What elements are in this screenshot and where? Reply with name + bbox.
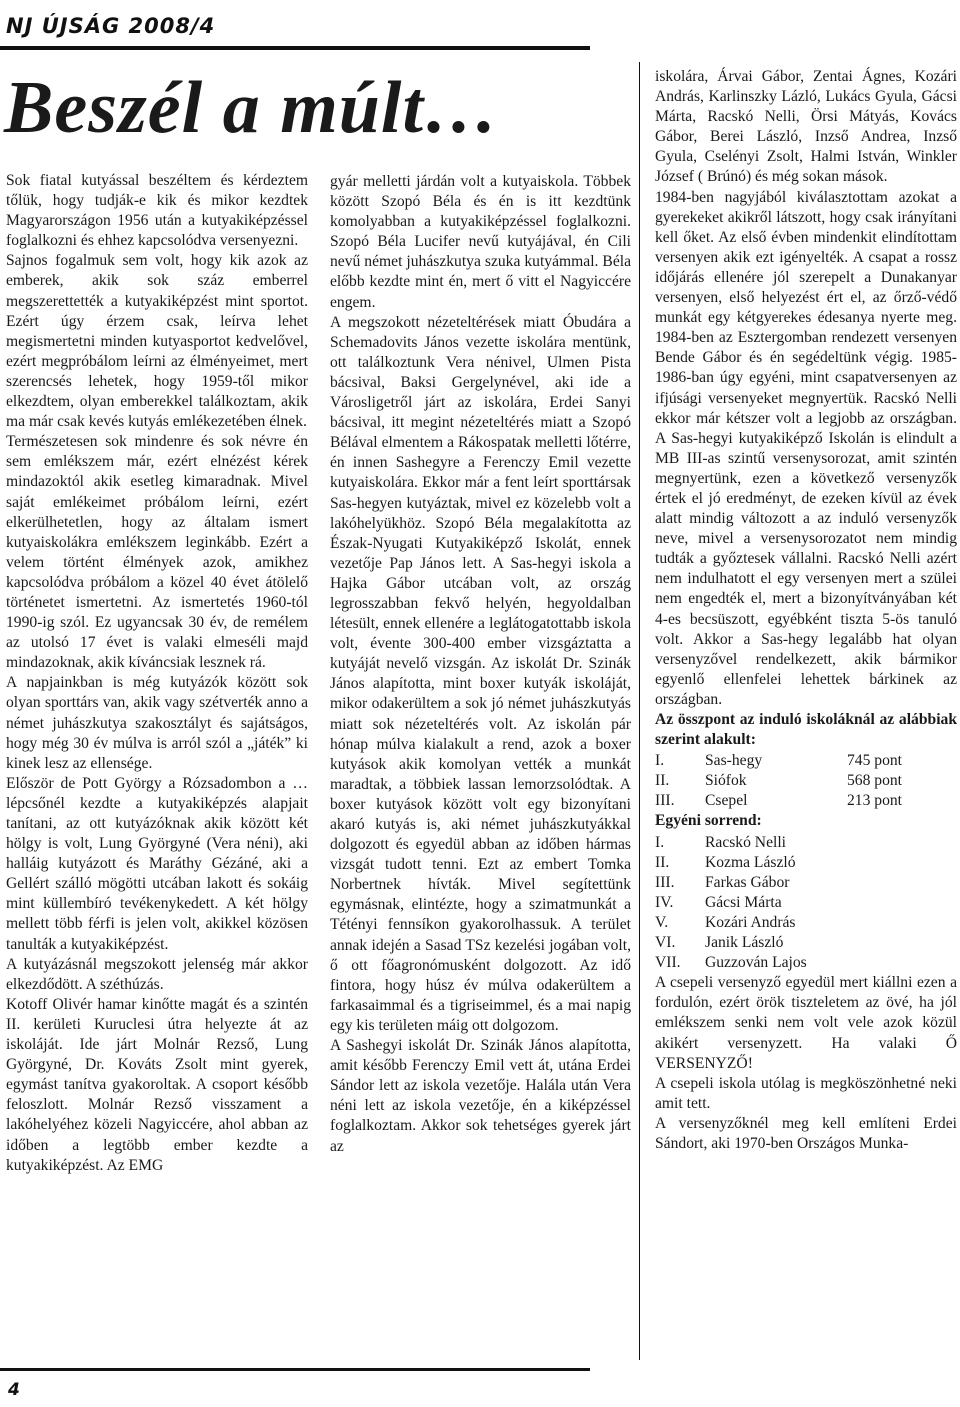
team-points: 745 pont bbox=[847, 752, 903, 770]
paragraph: Sajnos fogalmuk sem volt, hogy kik azok az emberek, akik sok száz emberrel megszerettették a kutyakiképzést mint sportot. Ezért úgy érzem csak, leírva lehet megismertetni minden kutyasportot kedvelővel, ezért megpróbálom leírni az élményeimet, mert szerencsés lehetek, hogy 1959-től mikor elkezdtem, olyan emberekkel találkoztam, akik ma már csak kevés kutyás emlékezetében élnek. bbox=[6, 252, 308, 431]
individual-rank: IV. bbox=[655, 893, 674, 911]
individual-results-list bbox=[655, 833, 957, 974]
individual-result-row bbox=[655, 853, 957, 873]
individual-result-row bbox=[655, 953, 957, 973]
team-rank: I. bbox=[655, 752, 665, 770]
team-results-table bbox=[655, 751, 957, 811]
individual-name: Gácsi Márta bbox=[705, 893, 782, 911]
individual-name: Janik László bbox=[705, 934, 784, 952]
individual-name: Racskó Nelli bbox=[705, 833, 786, 851]
individual-result-row bbox=[655, 913, 957, 933]
newspaper-header: NJ ÚJSÁG 2008/4 bbox=[6, 14, 216, 38]
individual-rank: V. bbox=[655, 913, 669, 931]
individual-name: Farkas Gábor bbox=[705, 873, 790, 891]
team-result-row bbox=[655, 771, 957, 791]
individual-rank: VI. bbox=[655, 934, 676, 952]
column-1 bbox=[6, 171, 308, 1176]
paragraph: A napjainkban is még kutyázók között sok olyan sporttárs van, akik vagy szétverték anno a német juhászkutya szakosztályt és sajátságos, hogy még 30 év múlva is arról szól a „játék” ki kinek lesz az ellensége. bbox=[6, 674, 308, 772]
column-3 bbox=[655, 67, 957, 1154]
paragraph: Először de Pott György a Rózsadombon a … lépcsőnél kezdte a kutyakiképzés alapjait tanítani, az ott kutyázóknak akik között két hölgy is volt, Lung Györgyné (Vera néni), aki halláig kutyázott és Maráthy Gézáné, aki a Gellért szálló mögötti utcában lakott és sokáig mint küllembíró tevékenykedett. A két hölgy mellett több férfi is jelen volt, akikkel közösen tanulták a kutyakiképzést. bbox=[6, 774, 308, 953]
team-name: Siófok bbox=[705, 772, 747, 790]
header-rule bbox=[0, 46, 590, 50]
team-result-row bbox=[655, 791, 957, 811]
paragraph: A csepeli versenyző egyedül mert kiállni ezen a fordulón, ezért örök tiszteletem az övé, ha jól emlékszem senki nem volt vele azok közül akikért versenyzett. Ha valaki Ő VERSENYZŐ! bbox=[655, 974, 957, 1072]
paragraph: A megszokott nézeteltérések miatt Óbudára a Schemadovits János vezette iskolára mentünk, ott találkoztunk Vera nénivel, Ulmen Pista bácsival, Baksi Gergelynével, aki ide a Városligetről járt az iskolára, Erdei Sanyi bácsival, itt megint nézeteltérés miatt a Szopó Bélával elmentem a Rákospatak melletti lőtérre, én innen Sashegyre a Ferenczy Emil vezette kutyaiskolára. Ekkor már a fent leírt sporttársak Sas-hegyen kutyáztak, mivel ez közelebb volt a lakóhelyükhöz. Szopó Béla megalakította az Észak-Nyugati Kutyakiképző Iskolát, ennek vezetője Pap János lett. A Sas-hegyi iskola a Hajka Gábor utcában volt, az ország legrosszabban fekvő helyén, hegyoldalban létesült, ennek ellenére a leglátogatottabb iskola volt, évente 300-400 ember vizsgáztatta a kutyáját nevelő vizsgán. Az iskolát Dr. Szinák János alapította, mint boxer kutyák iskoláját, mikor odakerültem a sok jó német juhászkutyás miatt sok nézeteltérés volt. Az iskolán pár hónap múlva kialakult a rend, azok a boxer kutyások akik komolyan vették a munkát maradtak, a többiek lassan lemorzsolódtak. A boxer kutyások között volt egy bizonyítani akaró kutyás is, aki német juhászkutyákkal dolgozott és egyedül abban az időben hármas vizsgát tudott tenni. Ezt az embert Tomka Norbertnek hívták. Mivel segítettünk egymásnak, elintézte, hogy a szimatmunkát a Tétényi fennsíkon gyakorolhassuk. A terület annak idején a Sasad TSz kezelési jogában volt, ő ott főagronómusként dolgozott. Az idő fintora, hogy húsz év múlva odakerültem a farkasaimmal és a tigriseimmel, és a mai napig egy kis területen máig ott dolgozom. bbox=[330, 313, 631, 1034]
individual-rank: I. bbox=[655, 833, 665, 851]
individual-rank: II. bbox=[655, 853, 670, 871]
individual-result-row bbox=[655, 873, 957, 893]
team-rank: III. bbox=[655, 792, 675, 810]
team-points: 213 pont bbox=[847, 792, 903, 810]
paragraph: Sok fiatal kutyással beszéltem és kérdeztem tőlük, hogy tudják-e kik és mikor kezdtek Magyarországon 1956 után a kutyakiképzéssel foglalkozni és ehhez kapcsolódva versenyezni. bbox=[6, 172, 308, 250]
paragraph: A Sashegyi iskolát Dr. Szinák János alapította, amit később Ferenczy Emil vett át, utána Erdei Sándor lett az iskola vezetője. Halála után Vera néni lett az iskola vezetője, én a kiképzéssel foglalkoztam. Akkor sok tehetséges gyerek járt az bbox=[330, 1037, 631, 1155]
individual-rank: VII. bbox=[655, 954, 681, 972]
paragraph: A csepeli iskola utólag is megköszönhetné neki amit tett. bbox=[655, 1074, 957, 1112]
paragraph: iskolára, Árvai Gábor, Zentai Ágnes, Kozári András, Karlinszky Lázló, Lukács Gyula, Gácsi Márta, Racskó Nelli, Örsi Mátyás, Kovács Gábor, Berei László, Inzső Andrea, Inzső Gyula, Cselényi Zsolt, Halmi István, Winkler József ( Brúnó) és még sokan mások. bbox=[655, 68, 957, 186]
column-divider bbox=[639, 62, 640, 1360]
individual-result-row bbox=[655, 833, 957, 853]
individual-result-row bbox=[655, 933, 957, 953]
team-name: Csepel bbox=[705, 792, 748, 810]
footer-rule bbox=[0, 1368, 590, 1371]
team-result-row bbox=[655, 751, 957, 771]
paragraph: 1984-ben nagyjából kiválasztottam azokat a gyerekeket akikről látszott, hogy csak irányítani kell őket. Az első évben mindenkit elindítottam versenyen akik ezt igényelték. A csapat a rossz időjárás ellenére jól szerepelt a Dunakanyar versenyen, első helyezést ért el, az őrző-védő munkát egy kétgyerekes édesanya nyerte meg. 1984-ben az Esztergomban rendezett versenyen Bende Gábor és én segédeltünk végig. 1985-1986-ban úgy egyéni, mint csapatversenyen az ifjúsági versenyeket megnyertük. Racskó Nelli ekkor már kétszer volt a legjobb az országban. A Sas-hegyi kutyakiképző Iskolán is elindult a MB III-as szintű versenysorozat, amit szintén megnyertünk, ezen a következő versenyzők értek el jó eredményt, de ezeken kívül az évek alatt mindig változott a az induló versenyzők neve, mivel a versenysorozatot nem mindig tudták a győztesek vállalni. Racskó Nelli azért nem indulhatott el egy versenyen mert a szülei nem engedték el, mert a bizonyítványában két 4-es becsüszott, egyébként tiszta 5-ös tanuló volt. Akkor a Sas-hegy legalább hat olyan versenyzővel rendelkezett, akik bármikor egyenlő ellenfelei lehettek bárkinek az országban. bbox=[655, 188, 957, 708]
individual-result-row bbox=[655, 893, 957, 913]
individual-name: Kozári András bbox=[705, 913, 796, 931]
individual-results-heading: Egyéni sorrend: bbox=[655, 812, 762, 830]
paragraph: A versenyzőknél meg kell említeni Erdei Sándort, aki 1970-ben Országos Munka- bbox=[655, 1114, 957, 1152]
individual-name: Guzzován Lajos bbox=[705, 954, 807, 972]
article-title: Beszél a múlt… bbox=[4, 67, 500, 149]
paragraph: Természetesen sok mindenre és sok névre én sem emlékszem már, ezért elnézést kérek mindazoktól akik esetleg kimaradnak. Mivel saját emlékeimet próbálom leírni, ezért elkerülhetetlen, hogy az általam ismert kutyaiskolákra emlékszem leginkább. Ezért a velem történt élmények azok, amikhez kapcsolódva próbálom a közel 40 évet átölelő történetet ismertetni. Az ismertetés 1960-tól 1990-ig szól. Ez ugyancsak 30 év, de remélem az utolsó 17 évet is valaki elmeséli majd mindazoknak, akik kíváncsiak lesznek rá. bbox=[6, 433, 308, 672]
page-number: 4 bbox=[8, 1380, 20, 1400]
team-name: Sas-hegy bbox=[705, 752, 763, 770]
paragraph: Kotoff Olivér hamar kinőtte magát és a szintén II. kerületi Kuruclesi útra helyezte át az iskoláját. Ide járt Molnár Rezső, Lung Györgyné, Dr. Kováts Zsolt mint gyerek, egymást tanítva gyakoroltak. A csoport később feloszlott. Molnár Rezső visszament a lakóhelyéhez közeli Nagyiccére, ahol abban az időben a legtöbb ember kezdte a kutyakiképzést. Az EMG bbox=[6, 995, 308, 1174]
team-results-heading: Az összpont az induló iskoláknál az alábbiak szerint alakult: bbox=[655, 711, 957, 749]
column-2 bbox=[330, 172, 631, 1157]
team-points: 568 pont bbox=[847, 772, 903, 790]
individual-name: Kozma László bbox=[705, 853, 796, 871]
team-rank: II. bbox=[655, 772, 670, 790]
paragraph: A kutyázásnál megszokott jelenség már akkor elkezdődött. A széthúzás. bbox=[6, 955, 308, 993]
paragraph: gyár melletti járdán volt a kutyaiskola. Többek között Szopó Béla és én is itt kezdtünk komolyabban a kutyakiképzéssel foglalkozni. Szopó Béla Lucifer nevű kutyájával, én Cili nevű német juhászkutya szuka kutyámmal. Béla előbb kezdte mint én, mert ő vitt el Nagyiccére engem. bbox=[330, 173, 631, 311]
individual-rank: III. bbox=[655, 873, 675, 891]
